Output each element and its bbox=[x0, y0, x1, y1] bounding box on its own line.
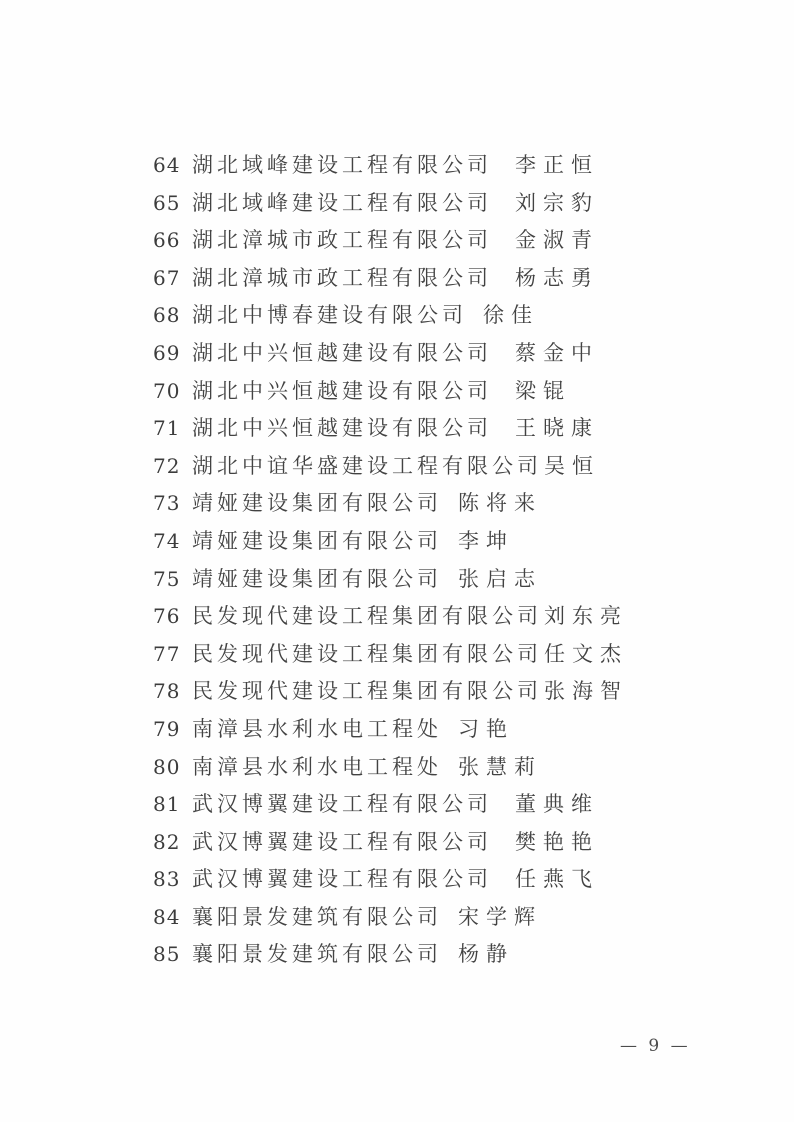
list-item bbox=[153, 147, 713, 185]
entry-number: 69 bbox=[153, 340, 181, 365]
entry-number: 75 bbox=[153, 566, 181, 591]
entry-person: 李正恒 bbox=[515, 153, 599, 177]
entry-number: 73 bbox=[153, 491, 181, 516]
page-number: — 9 — bbox=[620, 1036, 691, 1056]
list-item bbox=[153, 485, 713, 523]
list-item bbox=[153, 749, 713, 787]
entry-person: 任燕飞 bbox=[515, 867, 599, 892]
entry-number: 84 bbox=[153, 904, 181, 929]
entry-company: 武汉博翼建设工程有限公司 bbox=[192, 867, 492, 892]
entry-company: 襄阳景发建筑有限公司 bbox=[192, 904, 442, 929]
entry-number: 85 bbox=[153, 942, 181, 967]
entry-company: 湖北漳城市政工程有限公司 bbox=[192, 228, 492, 253]
entry-number: 80 bbox=[153, 754, 181, 779]
entry-number: 71 bbox=[153, 416, 181, 441]
entry-company: 武汉博翼建设工程有限公司 bbox=[192, 792, 492, 817]
entry-number: 83 bbox=[153, 867, 181, 892]
entry-number: 66 bbox=[153, 228, 181, 253]
entry-number: 74 bbox=[153, 528, 181, 553]
list-item bbox=[153, 786, 713, 824]
list-item bbox=[153, 899, 713, 937]
entry-person: 陈将来 bbox=[458, 491, 542, 516]
entry-person: 张慧莉 bbox=[458, 754, 542, 779]
list-item bbox=[153, 410, 713, 448]
entry-company: 民发现代建设工程集团有限公司 bbox=[192, 641, 542, 666]
entry-company: 武汉博翼建设工程有限公司 bbox=[192, 829, 492, 854]
entry-number: 77 bbox=[153, 641, 181, 666]
list-item bbox=[153, 373, 713, 411]
list-item bbox=[153, 448, 713, 486]
entry-company: 湖北中博春建设有限公司 bbox=[192, 303, 467, 328]
entry-person: 任文杰 bbox=[544, 641, 628, 666]
entry-person: 刘东亮 bbox=[544, 604, 628, 629]
entry-person: 樊艳艳 bbox=[515, 829, 599, 854]
list-item bbox=[153, 523, 713, 561]
entry-company: 襄阳景发建筑有限公司 bbox=[192, 942, 442, 967]
entry-number: 67 bbox=[153, 265, 181, 290]
entry-person: 习艳 bbox=[458, 716, 514, 741]
entry-person: 杨志勇 bbox=[515, 265, 599, 290]
entry-company: 民发现代建设工程集团有限公司 bbox=[192, 604, 542, 629]
entry-person: 徐佳 bbox=[483, 303, 539, 328]
entry-number: 64 bbox=[153, 153, 181, 177]
entry-person: 刘宗豹 bbox=[515, 190, 599, 215]
entry-person: 吴恒 bbox=[544, 453, 600, 478]
entry-number: 81 bbox=[153, 792, 181, 817]
entry-person: 董典维 bbox=[515, 792, 599, 817]
list-item bbox=[153, 598, 713, 636]
entry-company: 湖北域峰建设工程有限公司 bbox=[192, 190, 492, 215]
entry-person: 宋学辉 bbox=[458, 904, 542, 929]
entry-company: 湖北漳城市政工程有限公司 bbox=[192, 265, 492, 290]
entry-person: 金淑青 bbox=[515, 228, 599, 253]
entry-number: 65 bbox=[153, 190, 181, 215]
entry-company: 湖北中谊华盛建设工程有限公司 bbox=[192, 453, 542, 478]
entry-number: 68 bbox=[153, 303, 181, 328]
entry-company: 南漳县水利水电工程处 bbox=[192, 716, 442, 741]
entry-number: 79 bbox=[153, 716, 181, 741]
entry-company: 靖娅建设集团有限公司 bbox=[192, 566, 442, 591]
entry-list bbox=[153, 147, 713, 974]
list-item bbox=[153, 673, 713, 711]
entry-company: 靖娅建设集团有限公司 bbox=[192, 491, 442, 516]
entry-company: 靖娅建设集团有限公司 bbox=[192, 528, 442, 553]
entry-person: 梁锟 bbox=[515, 378, 571, 403]
entry-company: 湖北中兴恒越建设有限公司 bbox=[192, 340, 492, 365]
entry-number: 78 bbox=[153, 679, 181, 704]
list-item bbox=[153, 824, 713, 862]
entry-person: 张海智 bbox=[544, 679, 628, 704]
entry-number: 82 bbox=[153, 829, 181, 854]
entry-number: 70 bbox=[153, 378, 181, 403]
list-item bbox=[153, 222, 713, 260]
entry-person: 蔡金中 bbox=[515, 340, 599, 365]
entry-person: 王晓康 bbox=[515, 416, 599, 441]
entry-number: 72 bbox=[153, 453, 181, 478]
entry-company: 湖北中兴恒越建设有限公司 bbox=[192, 416, 492, 441]
list-item bbox=[153, 297, 713, 335]
entry-company: 南漳县水利水电工程处 bbox=[192, 754, 442, 779]
list-item bbox=[153, 185, 713, 223]
entry-company: 湖北域峰建设工程有限公司 bbox=[192, 153, 492, 177]
entry-person: 杨静 bbox=[458, 942, 514, 967]
list-item bbox=[153, 636, 713, 674]
entry-number: 76 bbox=[153, 604, 181, 629]
list-item bbox=[153, 861, 713, 899]
list-item bbox=[153, 561, 713, 599]
list-item bbox=[153, 335, 713, 373]
entry-company: 湖北中兴恒越建设有限公司 bbox=[192, 378, 492, 403]
entry-person: 张启志 bbox=[458, 566, 542, 591]
list-item bbox=[153, 260, 713, 298]
entry-person: 李坤 bbox=[458, 528, 514, 553]
list-item bbox=[153, 711, 713, 749]
entry-company: 民发现代建设工程集团有限公司 bbox=[192, 679, 542, 704]
list-item bbox=[153, 936, 713, 974]
